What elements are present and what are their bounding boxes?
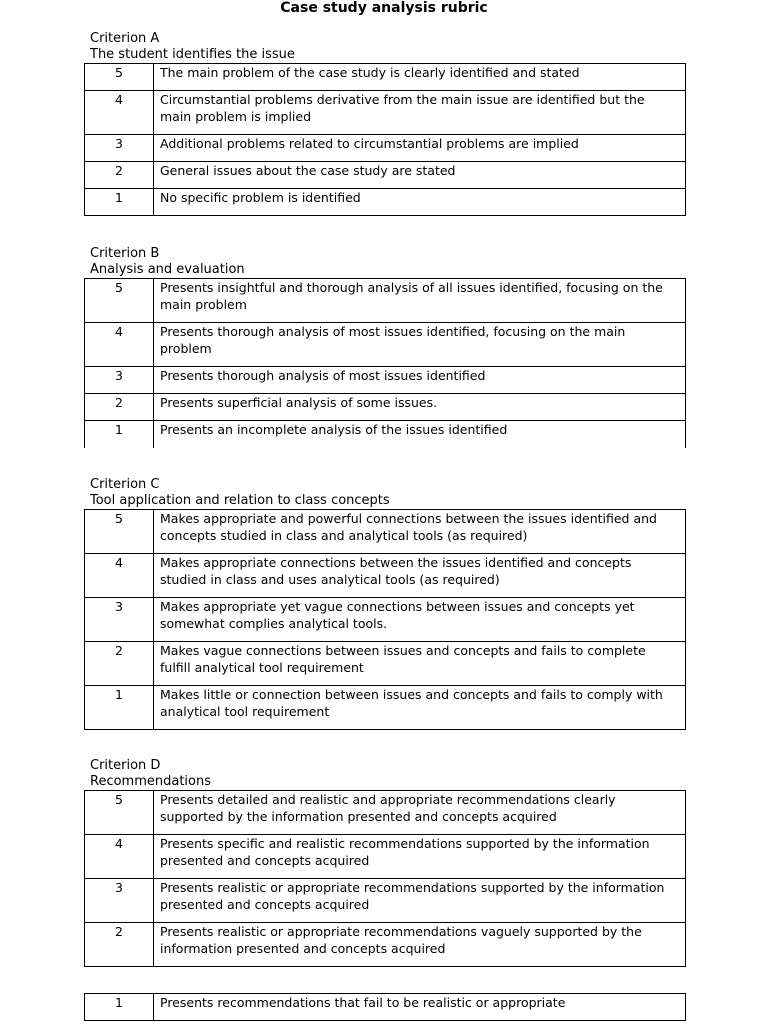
page-title: Case study analysis rubric bbox=[280, 0, 488, 16]
table-row bbox=[85, 91, 686, 135]
table-row bbox=[85, 994, 686, 1021]
table-row bbox=[85, 394, 686, 421]
description-cell: General issues about the case study are stated bbox=[154, 162, 686, 189]
description-cell: Presents thorough analysis of most issues identified, focusing on the main problem bbox=[154, 323, 686, 367]
criterion-c-title: Criterion C bbox=[90, 477, 160, 492]
description-cell: Presents thorough analysis of most issues identified bbox=[154, 367, 686, 394]
description-cell: Presents insightful and thorough analysis of all issues identified, focusing on the main problem bbox=[154, 279, 686, 323]
table-row bbox=[85, 642, 686, 686]
criterion-b-section bbox=[84, 246, 686, 448]
table-row bbox=[85, 189, 686, 216]
description-cell: Presents an incomplete analysis of the issues identified bbox=[154, 421, 686, 448]
criterion-c-subtitle: Tool application and relation to class concepts bbox=[90, 493, 390, 508]
table-row bbox=[85, 686, 686, 730]
description-cell: Presents realistic or appropriate recommendations supported by the information presented and concepts acquired bbox=[154, 879, 686, 923]
description-cell: Presents specific and realistic recommendations supported by the information presented and concepts acquired bbox=[154, 835, 686, 879]
table-row bbox=[85, 135, 686, 162]
score-cell: 5 bbox=[85, 279, 154, 323]
description-cell: The main problem of the case study is clearly identified and stated bbox=[154, 64, 686, 91]
criterion-d-title: Criterion D bbox=[90, 758, 161, 773]
description-cell: Presents detailed and realistic and appropriate recommendations clearly supported by the information presented and concepts acquired bbox=[154, 791, 686, 835]
criterion-d-continued-table bbox=[84, 993, 686, 1021]
score-cell: 1 bbox=[85, 421, 154, 448]
score-cell: 2 bbox=[85, 394, 154, 421]
table-row bbox=[85, 323, 686, 367]
table-row bbox=[85, 64, 686, 91]
criterion-b-table bbox=[84, 278, 686, 448]
table-row bbox=[85, 923, 686, 967]
criterion-d-table bbox=[84, 790, 686, 967]
criterion-b-title: Criterion B bbox=[90, 246, 160, 261]
table-row bbox=[85, 554, 686, 598]
criterion-a-section bbox=[84, 31, 686, 216]
criterion-c-table bbox=[84, 509, 686, 730]
description-cell: Makes little or connection between issues and concepts and fails to comply with analytical tool requirement bbox=[154, 686, 686, 730]
score-cell: 1 bbox=[85, 994, 154, 1021]
score-cell: 3 bbox=[85, 879, 154, 923]
description-cell: Circumstantial problems derivative from the main issue are identified but the main problem is implied bbox=[154, 91, 686, 135]
table-row bbox=[85, 367, 686, 394]
score-cell: 1 bbox=[85, 686, 154, 730]
score-cell: 3 bbox=[85, 367, 154, 394]
table-row bbox=[85, 598, 686, 642]
table-row bbox=[85, 510, 686, 554]
criterion-a-title: Criterion A bbox=[90, 31, 160, 46]
table-row bbox=[85, 162, 686, 189]
score-cell: 4 bbox=[85, 835, 154, 879]
table-row bbox=[85, 791, 686, 835]
description-cell: Presents realistic or appropriate recommendations vaguely supported by the information presented and concepts acquired bbox=[154, 923, 686, 967]
table-row bbox=[85, 421, 686, 448]
description-cell: Makes appropriate and powerful connections between the issues identified and concepts studied in class and analytical tools (as required) bbox=[154, 510, 686, 554]
score-cell: 4 bbox=[85, 91, 154, 135]
score-cell: 5 bbox=[85, 64, 154, 91]
score-cell: 4 bbox=[85, 554, 154, 598]
criterion-a-table bbox=[84, 63, 686, 216]
description-cell: Presents superficial analysis of some issues. bbox=[154, 394, 686, 421]
score-cell: 2 bbox=[85, 642, 154, 686]
description-cell: Additional problems related to circumstantial problems are implied bbox=[154, 135, 686, 162]
criterion-d-subtitle: Recommendations bbox=[90, 774, 212, 789]
criterion-a-subtitle: The student identifies the issue bbox=[90, 47, 295, 62]
table-row bbox=[85, 835, 686, 879]
score-cell: 3 bbox=[85, 135, 154, 162]
criterion-b-subtitle: Analysis and evaluation bbox=[90, 262, 245, 277]
table-row bbox=[85, 879, 686, 923]
score-cell: 5 bbox=[85, 791, 154, 835]
score-cell: 3 bbox=[85, 598, 154, 642]
table-row bbox=[85, 279, 686, 323]
criterion-d-section bbox=[84, 758, 686, 967]
score-cell: 2 bbox=[85, 923, 154, 967]
score-cell: 1 bbox=[85, 189, 154, 216]
score-cell: 5 bbox=[85, 510, 154, 554]
score-cell: 2 bbox=[85, 162, 154, 189]
score-cell: 4 bbox=[85, 323, 154, 367]
description-cell: Presents recommendations that fail to be realistic or appropriate bbox=[154, 994, 686, 1021]
criterion-d-continued-section bbox=[84, 993, 686, 1021]
description-cell: No specific problem is identified bbox=[154, 189, 686, 216]
description-cell: Makes appropriate connections between the issues identified and concepts studied in class and uses analytical tools (as required) bbox=[154, 554, 686, 598]
criterion-c-section bbox=[84, 477, 686, 730]
description-cell: Makes appropriate yet vague connections between issues and concepts yet somewhat complies analytical tools. bbox=[154, 598, 686, 642]
description-cell: Makes vague connections between issues and concepts and fails to complete fulfill analytical tool requirement bbox=[154, 642, 686, 686]
